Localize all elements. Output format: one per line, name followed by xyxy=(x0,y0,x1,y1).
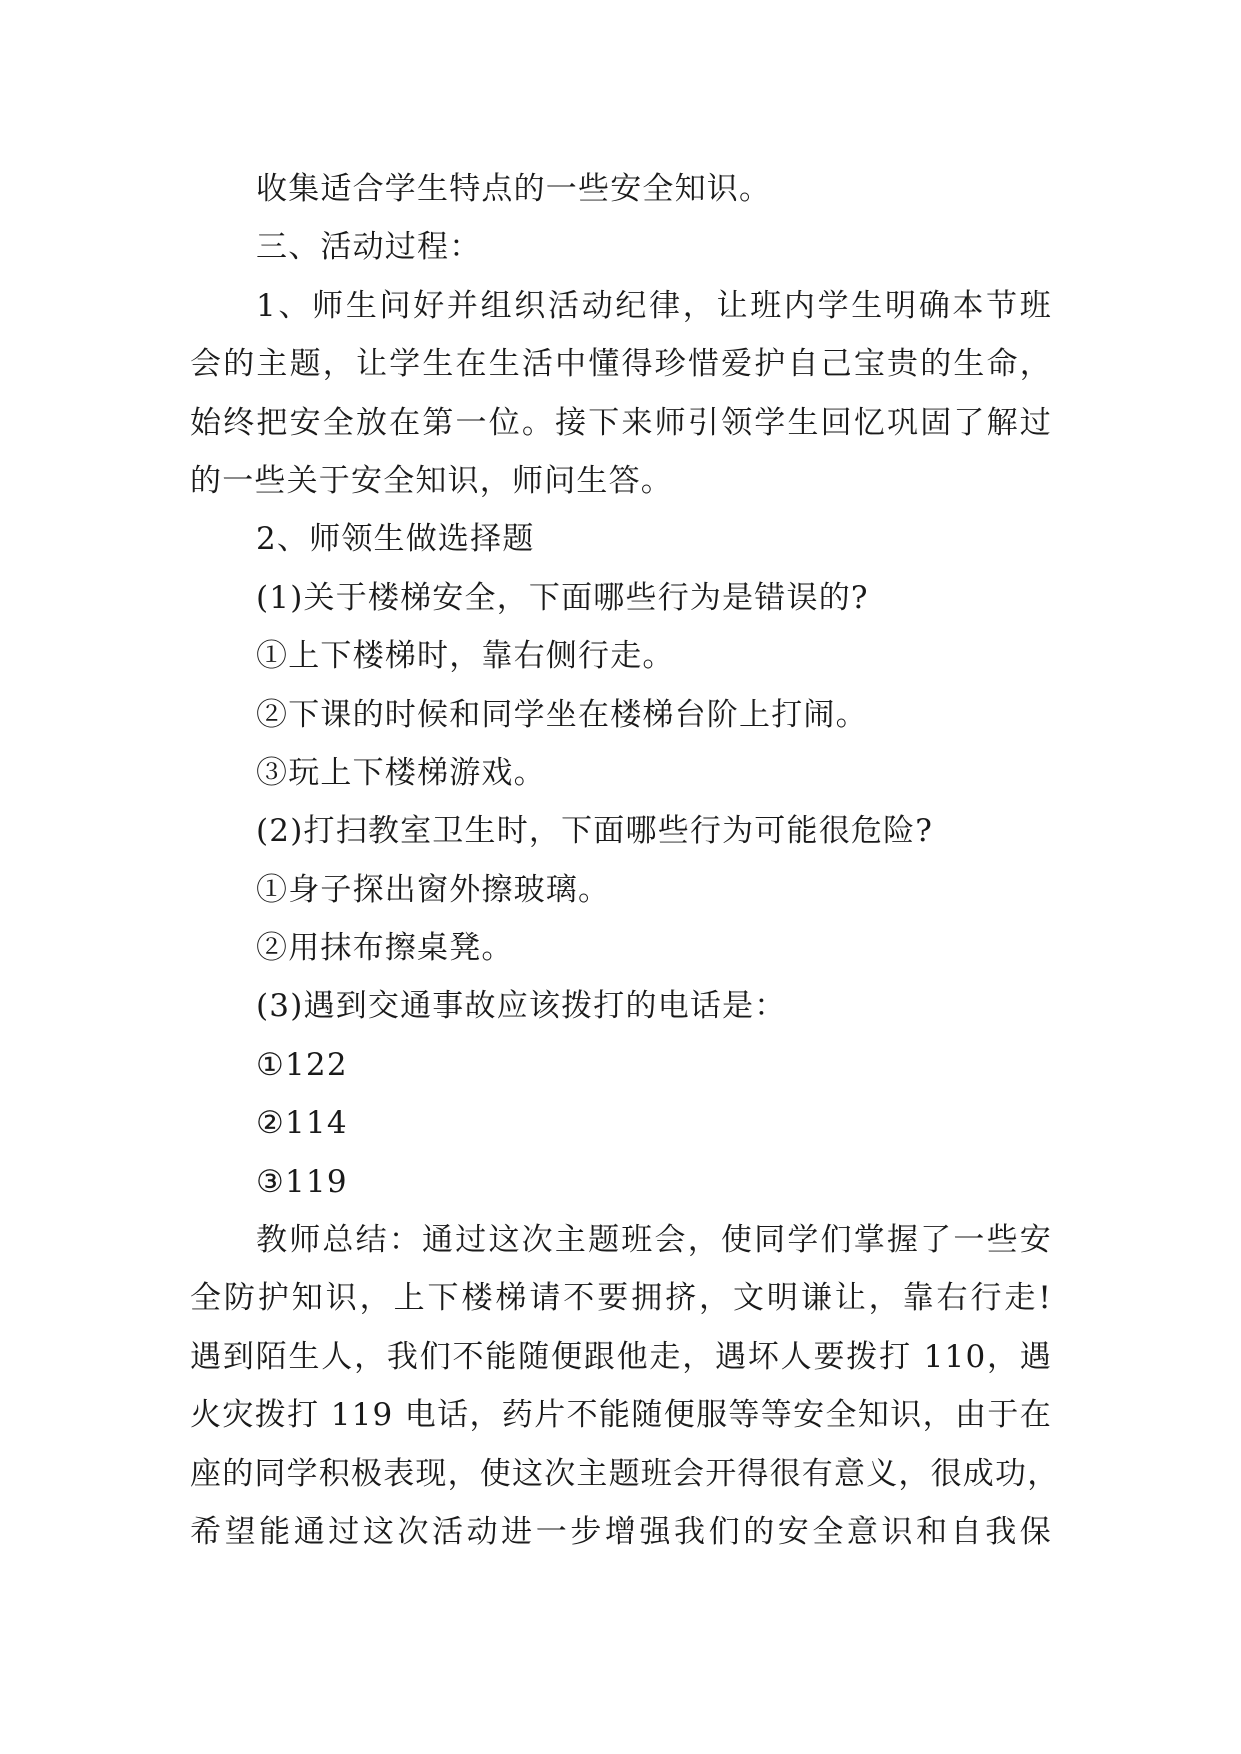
question-text: (1)关于楼梯安全，下面哪些行为是错误的? xyxy=(256,579,869,616)
answer-option: ③玩上下楼梯游戏。 xyxy=(256,754,546,791)
question-text: (3)遇到交通事故应该拨打的电话是： xyxy=(256,988,787,1025)
paragraph-line: 1、师生问好并组织活动纪律，让班内学生明确本节班 xyxy=(256,287,1052,324)
paragraph-line: 始终把安全放在第一位。接下来师引领学生回忆巩固了解过 xyxy=(190,404,1052,441)
answer-option: ①身子探出窗外擦玻璃。 xyxy=(256,871,611,908)
paragraph-line: 希望能通过这次活动进一步增强我们的安全意识和自我保 xyxy=(190,1513,1052,1550)
paragraph-line: 全防护知识，上下楼梯请不要拥挤，文明谦让，靠右行走! xyxy=(190,1280,1052,1317)
paragraph-line: 的一些关于安全知识，师问生答。 xyxy=(190,462,673,499)
section-heading: 三、活动过程： xyxy=(256,229,482,266)
subsection-heading: 2、师领生做选择题 xyxy=(256,521,535,558)
paragraph-line: 火灾拨打 119 电话，药片不能随便服等等安全知识，由于在 xyxy=(190,1397,1052,1434)
question-text: (2)打扫教室卫生时，下面哪些行为可能很危险? xyxy=(256,813,934,850)
answer-option: ①122 xyxy=(256,1046,348,1083)
answer-option: ②下课的时候和同学坐在楼梯台阶上打闹。 xyxy=(256,696,868,733)
paragraph-line: 遇到陌生人，我们不能随便跟他走，遇坏人要拨打 110，遇 xyxy=(190,1338,1052,1375)
document-body xyxy=(190,160,1060,1561)
paragraph-line: 教师总结：通过这次主题班会，使同学们掌握了一些安 xyxy=(256,1222,1052,1259)
answer-option: ①上下楼梯时，靠右侧行走。 xyxy=(256,638,675,675)
answer-option: ③119 xyxy=(256,1163,348,1200)
answer-option: ②114 xyxy=(256,1105,348,1142)
answer-option: ②用抹布擦桌凳。 xyxy=(256,930,514,967)
paragraph-line: 收集适合学生特点的一些安全知识。 xyxy=(256,171,772,207)
paragraph-line: 会的主题，让学生在生活中懂得珍惜爱护自己宝贵的生命， xyxy=(190,346,1052,383)
paragraph-line: 座的同学积极表现，使这次主题班会开得很有意义，很成功， xyxy=(190,1455,1060,1492)
